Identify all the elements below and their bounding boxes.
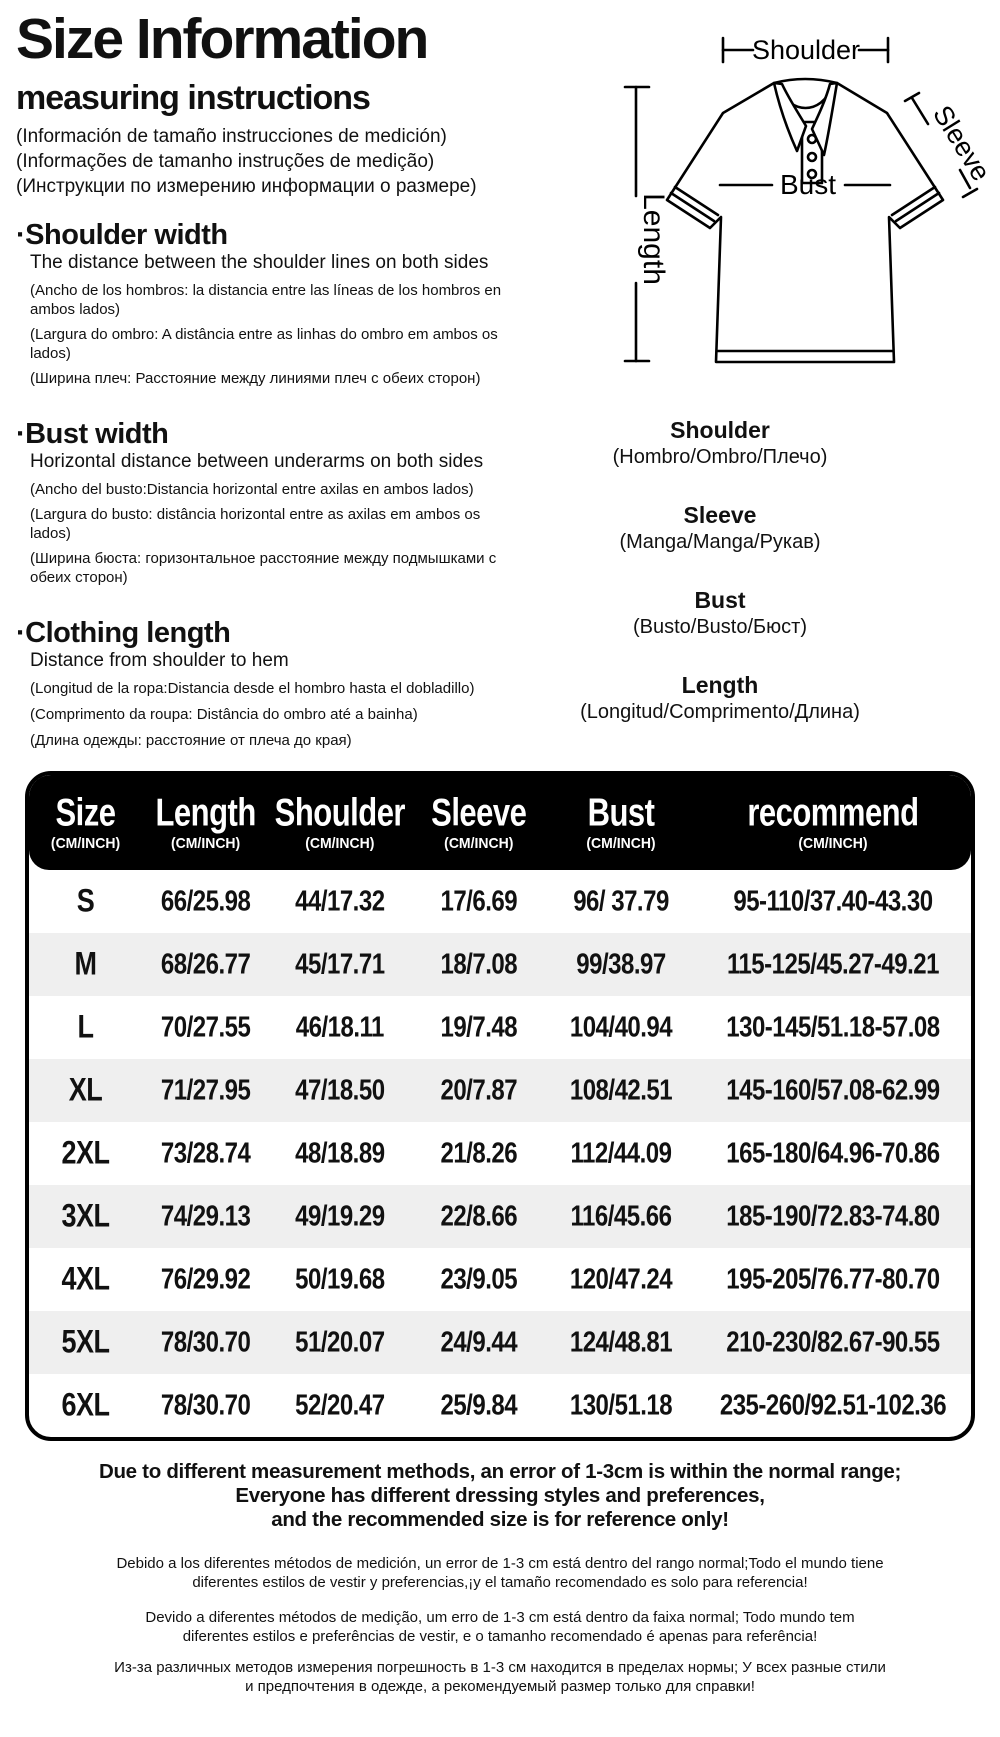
value-cell: 71/27.95: [160, 1073, 251, 1107]
value-cell: 195-205/76.77-80.70: [726, 1262, 940, 1296]
value-cell: 96/ 37.79: [573, 884, 669, 918]
value-cell: 21/8.26: [440, 1136, 518, 1170]
value-cell: 235-260/92.51-102.36: [719, 1388, 947, 1422]
value-cell: 24/9.44: [440, 1325, 518, 1359]
measurement-legend: [555, 405, 885, 757]
section-clothing-length: [16, 617, 564, 750]
size-cell: M: [74, 945, 97, 982]
value-cell: 130/51.18: [569, 1388, 673, 1422]
subtitle-translation-pt: (Informações de tamanho instruções de medição): [16, 151, 435, 172]
value-cell: 78/30.70: [160, 1325, 251, 1359]
table-row-M: [29, 933, 971, 996]
section-translation-ru: (Ширина плеч: Расстояние между линиями плеч с обеих сторон): [30, 370, 481, 387]
value-cell: 25/9.84: [440, 1388, 518, 1422]
legend-item-sleeve: [555, 502, 885, 555]
table-row-2XL: [29, 1122, 971, 1185]
bullet: ·: [16, 418, 26, 450]
column-header-shoulder: Shoulder (CM/INCH): [274, 790, 405, 851]
length-label: Length: [637, 193, 670, 285]
page-title: Size Information: [16, 7, 428, 71]
value-cell: 66/25.98: [160, 884, 251, 918]
size-cell: S: [76, 882, 95, 919]
shoulder-label: Shoulder: [751, 35, 861, 65]
value-cell: 70/27.55: [160, 1010, 251, 1044]
size-cell: XL: [68, 1071, 103, 1108]
subtitle-translation-es: (Información de tamaño instrucciones de medición): [16, 126, 447, 147]
note-russian: Из-за различных методов измерения погрешность в 1-3 см находится в пределах нормы; У всех разные стили и предпочтения в одежде, а рекомендуемый размер только для справки!: [114, 1659, 886, 1695]
column-header-bust: Bust (CM/INCH): [586, 790, 656, 851]
legend-translation: (Hombro/Ombro/Плечо): [612, 446, 828, 468]
legend-translation: (Busto/Busto/Бюст): [632, 616, 807, 638]
value-cell: 120/47.24: [569, 1262, 673, 1296]
polo-shirt-measurement-diagram: [550, 10, 1000, 410]
value-cell: 78/30.70: [160, 1388, 251, 1422]
shoulder-measure-line: [723, 35, 888, 65]
section-description: Distance from shoulder to hem: [30, 650, 289, 671]
legend-item-shoulder: [555, 417, 885, 470]
size-cell: 6XL: [61, 1386, 110, 1423]
size-table-header: [29, 775, 971, 870]
note-spanish: Debido a los diferentes métodos de medición, un error de 1-3 cm está dentro del rango normal;Todo el mundo tiene diferentes estilos de vestir y preferencias,¡y el tamaño recomendado es solo para referencia!: [116, 1555, 884, 1591]
section-description: Horizontal distance between underarms on both sides: [30, 451, 484, 472]
legend-name: Sleeve: [683, 502, 757, 528]
legend-translation: (Longitud/Comprimento/Длина): [580, 701, 860, 723]
note-english: Due to different measurement methods, an error of 1-3cm is within the normal range; Everyone has different dressing styles and preferences, and the recommended size is for reference only!: [98, 1460, 902, 1531]
column-header-size: Size (CM/INCH): [50, 790, 121, 851]
size-cell: 5XL: [61, 1323, 110, 1360]
table-row-XL: [29, 1059, 971, 1122]
value-cell: 108/42.51: [569, 1073, 673, 1107]
table-row-4XL: [29, 1248, 971, 1311]
value-cell: 23/9.05: [440, 1262, 518, 1296]
value-cell: 104/40.94: [569, 1010, 673, 1044]
length-measure-line: [625, 87, 670, 361]
value-cell: 74/29.13: [160, 1199, 251, 1233]
value-cell: 76/29.92: [160, 1262, 251, 1296]
legend-translation: (Manga/Manga/Рукав): [619, 531, 821, 553]
value-cell: 47/18.50: [295, 1073, 385, 1107]
subtitle-translations: [16, 124, 564, 199]
subtitle-translation-ru: (Инструкции по измерению информации о размере): [16, 176, 477, 197]
section-description: The distance between the shoulder lines on both sides: [30, 252, 489, 273]
section-shoulder-width: [16, 219, 564, 388]
measuring-instructions-column: [16, 4, 564, 750]
value-cell: 17/6.69: [440, 884, 518, 918]
legend-item-bust: [555, 587, 885, 640]
value-cell: 45/17.71: [295, 947, 385, 981]
section-translation-es: (Ancho del busto:Distancia horizontal entre axilas en ambos lados): [30, 481, 474, 498]
size-cell: 2XL: [61, 1134, 110, 1171]
page-subtitle: measuring instructions: [16, 79, 370, 117]
value-cell: 49/19.29: [295, 1199, 385, 1233]
table-row-6XL: [29, 1374, 971, 1437]
size-table: [25, 771, 975, 1441]
disclaimer-notes: [0, 1460, 1000, 1696]
legend-item-length: [555, 672, 885, 725]
value-cell: 73/28.74: [160, 1136, 251, 1170]
sleeve-label: Sleeve: [927, 100, 997, 187]
value-cell: 18/7.08: [440, 947, 518, 981]
section-translation-pt: (Largura do busto: distância horizontal entre as axilas em ambos os lados): [30, 506, 481, 542]
size-table-body: [29, 870, 971, 1437]
section-heading: ·Clothing length: [16, 617, 231, 649]
table-row-5XL: [29, 1311, 971, 1374]
value-cell: 46/18.11: [295, 1010, 384, 1044]
section-heading: ·Bust width: [16, 418, 169, 450]
legend-name: Bust: [694, 587, 746, 613]
value-cell: 52/20.47: [295, 1388, 385, 1422]
legend-name: Shoulder: [670, 417, 770, 443]
table-row-S: [29, 870, 971, 933]
value-cell: 130-145/51.18-57.08: [726, 1010, 940, 1044]
size-cell: L: [77, 1008, 94, 1045]
value-cell: 124/48.81: [569, 1325, 673, 1359]
table-row-L: [29, 996, 971, 1059]
size-cell: 3XL: [61, 1197, 110, 1234]
value-cell: 112/44.09: [570, 1136, 672, 1170]
value-cell: 48/18.89: [295, 1136, 385, 1170]
section-translation-ru: (Длина одежды: расстояние от плеча до края): [30, 732, 352, 749]
section-translation-es: (Longitud de la ropa:Distancia desde el hombro hasta el dobladillo): [30, 680, 475, 697]
column-header-sleeve: Sleeve (CM/INCH): [431, 790, 527, 851]
column-header-recommend: recommend (CM/INCH): [747, 790, 919, 851]
section-translation-pt: (Largura do ombro: A distância entre as linhas do ombro em ambos os lados): [30, 326, 498, 362]
value-cell: 185-190/72.83-74.80: [726, 1199, 940, 1233]
table-row-3XL: [29, 1185, 971, 1248]
value-cell: 95-110/37.40-43.30: [733, 884, 933, 918]
value-cell: 165-180/64.96-70.86: [726, 1136, 940, 1170]
value-cell: 116/45.66: [570, 1199, 672, 1233]
value-cell: 115-125/45.27-49.21: [726, 947, 939, 981]
note-portuguese: Devido a diferentes métodos de medição, um erro de 1-3 cm está dentro da faixa normal; Todo mundo tem diferentes estilos e preferências de vestir, e o tamanho recomendado é apenas para referência!: [145, 1609, 855, 1645]
section-heading: ·Shoulder width: [16, 219, 228, 251]
value-cell: 19/7.48: [440, 1010, 518, 1044]
section-translation-pt: (Comprimento da roupa: Distância do ombro até a bainha): [30, 706, 418, 723]
value-cell: 50/19.68: [295, 1262, 385, 1296]
size-cell: 4XL: [61, 1260, 110, 1297]
value-cell: 99/38.97: [576, 947, 666, 981]
value-cell: 22/8.66: [440, 1199, 518, 1233]
value-cell: 145-160/57.08-62.99: [726, 1073, 940, 1107]
bullet: ·: [16, 219, 26, 251]
bust-label: Bust: [779, 169, 837, 200]
legend-name: Length: [681, 672, 759, 698]
bullet: ·: [16, 617, 26, 649]
value-cell: 68/26.77: [160, 947, 251, 981]
section-translation-ru: (Ширина бюста: горизонтальное расстояние между подмышками с обеих сторон): [30, 550, 497, 586]
value-cell: 44/17.32: [295, 884, 385, 918]
column-header-length: Length (CM/INCH): [155, 790, 256, 851]
value-cell: 51/20.07: [295, 1325, 385, 1359]
value-cell: 20/7.87: [440, 1073, 518, 1107]
section-bust-width: [16, 418, 564, 587]
section-translation-es: (Ancho de los hombros: la distancia entre las líneas de los hombros en ambos lados): [30, 282, 502, 318]
value-cell: 210-230/82.67-90.55: [726, 1325, 940, 1359]
